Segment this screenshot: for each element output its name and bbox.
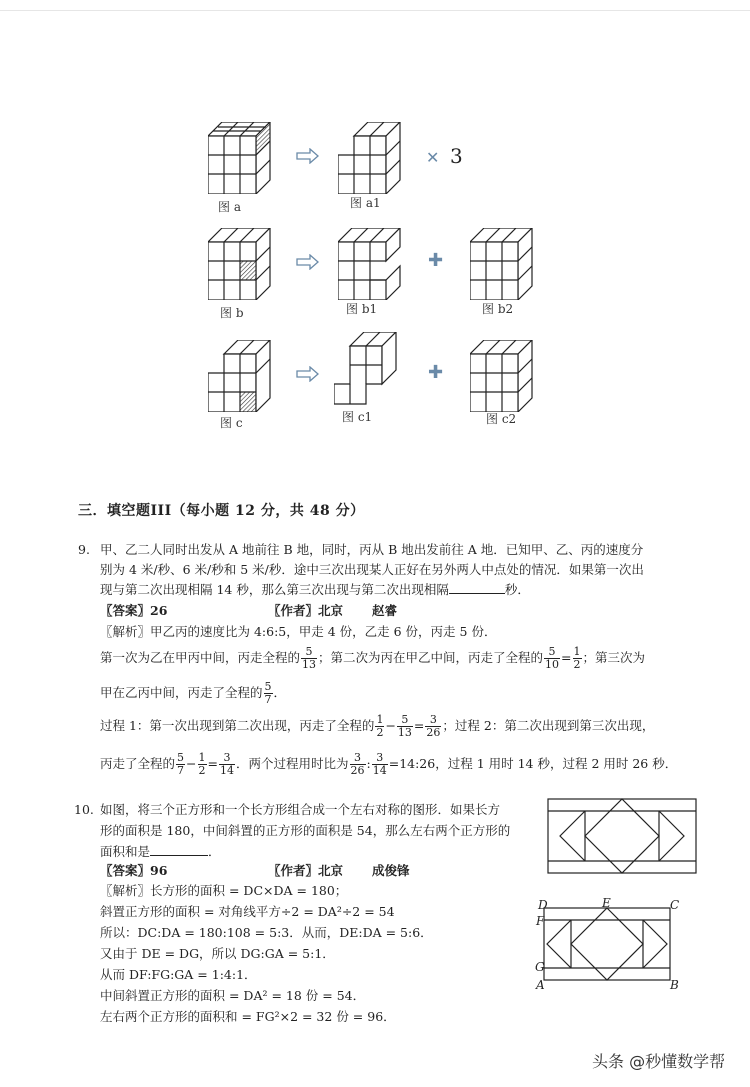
text: ；第三次为 [582, 650, 646, 665]
watermark: 头条 @秒懂数学帮 [592, 1052, 726, 1071]
text: ．两个过程用时比为 [235, 756, 349, 771]
text: ；第二次为丙在甲乙中间，丙走了全程的 [318, 650, 544, 665]
q9-author-name: 赵睿 [372, 603, 398, 618]
label-D: D [538, 898, 548, 912]
fraction: $\frac{5}{13}$ [302, 645, 317, 671]
text: 甲在乙丙中间，丙走了全程的 [100, 685, 263, 700]
fraction: $\frac{3}{26}$ [426, 713, 441, 739]
q10-analysis-7: 左右两个正方形的面积和 = FG²×2 = 32 份 = 96． [100, 1009, 396, 1024]
text: ． [273, 685, 287, 700]
text: 过程 1：第一次出现到第二次出现，丙走了全程的 [100, 718, 375, 733]
q10-line2: 形的面积是 180，中间斜置的正方形的面积是 54，那么左右两个正方形的 [100, 823, 511, 838]
caption-c1: 图 c1 [342, 410, 373, 424]
caption-c: 图 c [220, 416, 243, 430]
q9-analysis-1: 〖解析〗甲乙丙的速度比为 4:6:5，甲走 4 份，乙走 6 份，丙走 5 份． [100, 624, 497, 639]
q10-line3-text: 面积和是 [100, 844, 151, 859]
q9-analysis-5: 丙走了全程的 $\frac{5}{7}$ − $\frac{1}{2}$ = $\frac{3}{14}$ ．两个过程用时比为 $\frac{3}{26}$ : $\frac{3}{14}$ =14:26，过程 1 用时 14 秒，过程 2 用时 26 秒． [100, 751, 678, 777]
cube-c2 [470, 340, 540, 412]
fraction: $\frac{3}{14}$ [372, 751, 387, 777]
q10-analysis-2: 斜置正方形的面积 = 对角线平方÷2 = DA²÷2 = 54 [100, 904, 395, 919]
caption-b2: 图 b2 [482, 302, 514, 316]
q9-analysis-4: 过程 1：第一次出现到第二次出现，丙走了全程的 $\frac{1}{2}$ − $\frac{5}{13}$ = $\frac{3}{26}$ ；过程 2：第二次出现到第三次出现， [100, 713, 655, 739]
q10-line3 [100, 843, 221, 861]
q10-number: 10. [74, 802, 94, 817]
plus-icon: ✚ [428, 250, 444, 271]
cube-b2 [470, 228, 540, 300]
caption-b: 图 b [220, 306, 244, 320]
fraction: $\frac{5}{7}$ [177, 751, 185, 777]
q10-author-label: 〖作者〗北京 [268, 863, 344, 878]
arrow-icon [296, 254, 320, 270]
cube-b1 [338, 228, 410, 300]
q9-answer-blank [449, 581, 505, 594]
q9-number: 9. [78, 542, 90, 557]
q9-analysis-2: 第一次为乙在甲丙中间，丙走全程的 $\frac{5}{13}$ ；第二次为丙在甲乙中间，丙走了全程的 $\frac{5}{10}$ = $\frac{1}{2}$ ；第三次为 [100, 645, 646, 671]
q10-analysis-5: 从而 DF:FG:GA = 1:4:1． [100, 967, 257, 982]
cube-c1 [334, 332, 406, 412]
label-C: C [670, 898, 680, 912]
fraction: $\frac{1}{2}$ [376, 713, 384, 739]
q10-figure-labeled [532, 896, 682, 996]
fraction: $\frac{5}{13}$ [397, 713, 412, 739]
text: 第一次为乙在甲丙中间，丙走全程的 [100, 650, 301, 665]
text: =14:26，过程 1 用时 14 秒，过程 2 用时 26 秒． [388, 756, 678, 771]
q10-author-name: 成俊锋 [372, 863, 410, 878]
text: ；过程 2：第二次出现到第三次出现， [442, 718, 655, 733]
fraction: $\frac{5}{7}$ [264, 680, 272, 706]
fraction: $\frac{3}{26}$ [350, 751, 365, 777]
label-B: B [670, 978, 679, 992]
q10-line1: 如图，将三个正方形和一个长方形组合成一个左右对称的图形．如果长方 [100, 802, 501, 817]
q9-line1: 甲、乙二人同时出发从 A 地前往 B 地，同时，丙从 B 地出发前往 A 地．已知甲、乙、丙的速度分 [100, 542, 644, 557]
q9-line3-text: 现与第二次出现相隔 14 秒，那么第三次出现与第二次出现相隔 [100, 582, 449, 597]
q9-line2: 别为 4 米/秒、6 米/秒和 5 米/秒．途中三次出现某人正好在另外两人中点处的情况．如果第一次出 [100, 562, 644, 577]
caption-a1: 图 a1 [350, 196, 381, 210]
q9-line3 [100, 581, 530, 599]
q10-answer-blank [150, 843, 208, 856]
q10-analysis-1: 〖解析〗长方形的面积 = DC×DA = 180； [100, 883, 348, 898]
fraction: $\frac{3}{14}$ [219, 751, 234, 777]
cube-a [208, 122, 278, 194]
fraction: $\frac{5}{10}$ [545, 645, 560, 671]
label-G: G [535, 960, 545, 974]
caption-b1: 图 b1 [346, 302, 378, 316]
section-title: 三．填空题III（每小题 12 分，共 48 分） [78, 503, 365, 519]
arrow-icon [296, 148, 320, 164]
q10-analysis-6: 中间斜置正方形的面积 = DA² = 18 份 = 54． [100, 988, 366, 1003]
caption-a: 图 a [218, 200, 241, 214]
label-E: E [602, 896, 611, 910]
q10-analysis-3: 所以：DC:DA = 180:108 = 5:3．从而，DE:DA = 5:6． [100, 925, 433, 940]
fraction: $\frac{1}{2}$ [198, 751, 206, 777]
cube-figure [200, 118, 560, 440]
fraction: $\frac{1}{2}$ [573, 645, 581, 671]
arrow-icon [296, 366, 320, 382]
plus-icon: ✚ [428, 362, 444, 383]
times-icon: ✕ [426, 148, 440, 167]
multiplier: 3 [450, 144, 463, 168]
q10-answer: 〖答案〗96 [100, 863, 168, 878]
cube-c [208, 340, 278, 412]
top-divider [0, 10, 750, 11]
label-A: A [536, 978, 545, 992]
cube-a1 [338, 122, 408, 194]
label-F: F [536, 914, 545, 928]
q9-answer: 〖答案〗26 [100, 603, 168, 618]
text: 丙走了全程的 [100, 756, 176, 771]
q9-analysis-3 [100, 681, 286, 706]
q10-line3-end: ． [208, 844, 221, 859]
q10-analysis-4: 又由于 DE = DG，所以 DG:GA = 5:1． [100, 946, 335, 961]
cube-b [208, 228, 278, 300]
caption-c2: 图 c2 [486, 412, 517, 426]
q9-line3-end: 秒． [504, 582, 530, 597]
q9-author-label: 〖作者〗北京 [268, 603, 344, 618]
q10-figure-plain [546, 797, 698, 877]
